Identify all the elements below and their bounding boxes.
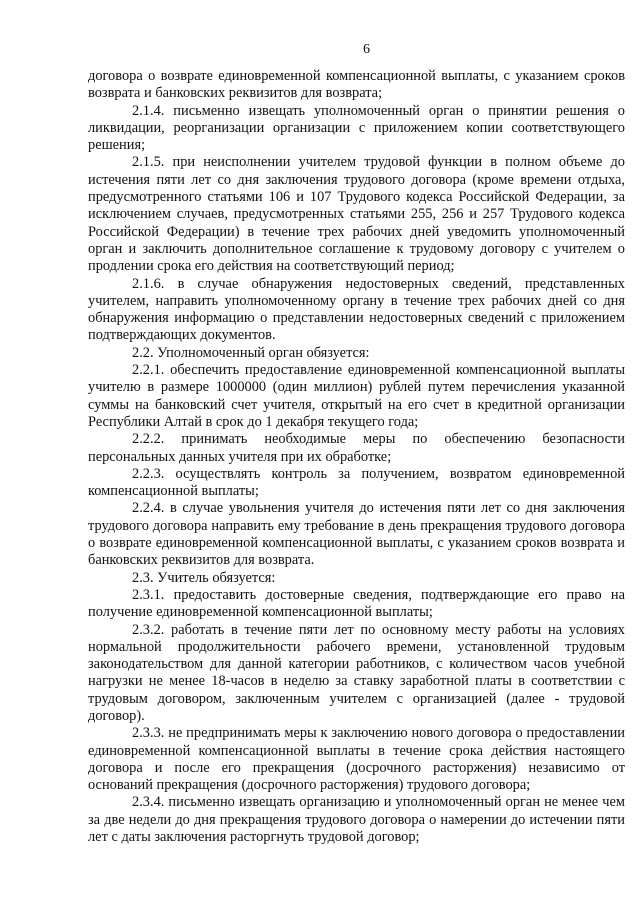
document-body	[88, 68, 625, 846]
paragraph-2-1-6: 2.1.6. в случае обнаружения недостоверных сведений, представленных учителем, направить уполномоченному органу в течение трех рабочих дней со дня обнаружения информацию о представлении недостоверных сведений с приложением подтверждающих документов.	[88, 275, 625, 344]
paragraph-2-3-2: 2.3.2. работать в течение пяти лет по основному месту работы на условиях нормальной продолжительности рабочего времени, установленной трудовым законодательством для данной категории работников, с количеством часов учебной нагрузки не менее 18-часов в неделю за ставку заработной платы в соответствии с трудовым договором, заключенным учителем с организацией (далее - трудовой договор).	[88, 621, 625, 724]
paragraph-2-3-1: 2.3.1. предоставить достоверные сведения, подтверждающие его право на получение единовременной компенсационной выплаты;	[88, 586, 625, 621]
paragraph-2-3-3: 2.3.3. не предпринимать меры к заключению нового договора о предоставлении единовременной компенсационной выплаты в течение срока действия настоящего договора и после его прекращения (досрочного расторжения) независимо от оснований прекращения (досрочного расторжения) трудового договора;	[88, 725, 625, 794]
paragraph-2-2-3: 2.2.3. осуществлять контроль за получением, возвратом единовременной компенсационной выплаты;	[88, 465, 625, 500]
paragraph-continuation: договора о возврате единовременной компенсационной выплаты, с указанием сроков возврата и банковских реквизитов для возврата;	[88, 68, 625, 102]
paragraph-2-1-4: 2.1.4. письменно извещать уполномоченный орган о принятии решения о ликвидации, реорганизации организации с приложением копии соответствующего решения;	[88, 102, 625, 154]
section-heading-2-3: 2.3. Учитель обязуется:	[132, 569, 276, 586]
paragraph-2-2-4: 2.2.4. в случае увольнения учителя до истечения пяти лет со дня заключения трудового договора направить ему требование в день прекращения трудового договора о возврате единовременной компенсационной выплаты, с указанием сроков возврата и банковских реквизитов для возврата.	[88, 500, 625, 569]
paragraph-2-1-5: 2.1.5. при неисполнении учителем трудовой функции в полном объеме до истечения пяти лет со дня заключения трудового договора (кроме времени отдыха, предусмотренного статьями 106 и 107 Трудового кодекса Российской Федерации, за исключением случаев, предусмотренных статьями 255, 256 и 257 Трудового кодекса Российской Федерации) в течение трех рабочих дней уведомить уполномоченный орган и заключить дополнительное соглашение к трудовому договору с учителем о продлении срока его действия на соответствующий период;	[88, 154, 625, 275]
paragraph-2-3-4: 2.3.4. письменно извещать организацию и уполномоченный орган не менее чем за две недели до дня прекращения трудового договора о намерении до истечении пяти лет с даты заключения расторгнуть трудовой договор;	[88, 794, 625, 846]
paragraph-2-2-2: 2.2.2. принимать необходимые меры по обеспечению безопасности персональных данных учителя при их обработке;	[88, 431, 625, 465]
section-heading-2-2: 2.2. Уполномоченный орган обязуется:	[132, 344, 370, 361]
paragraph-2-2-1: 2.2.1. обеспечить предоставление единовременной компенсационной выплаты учителю в размере 1000000 (один миллион) рублей путем перечисления указанной суммы на банковский счет учителя, открытый на его счет в кредитной организации Республики Алтай в срок до 1 декабря текущего года;	[88, 362, 625, 430]
page-number: 6	[363, 42, 370, 57]
